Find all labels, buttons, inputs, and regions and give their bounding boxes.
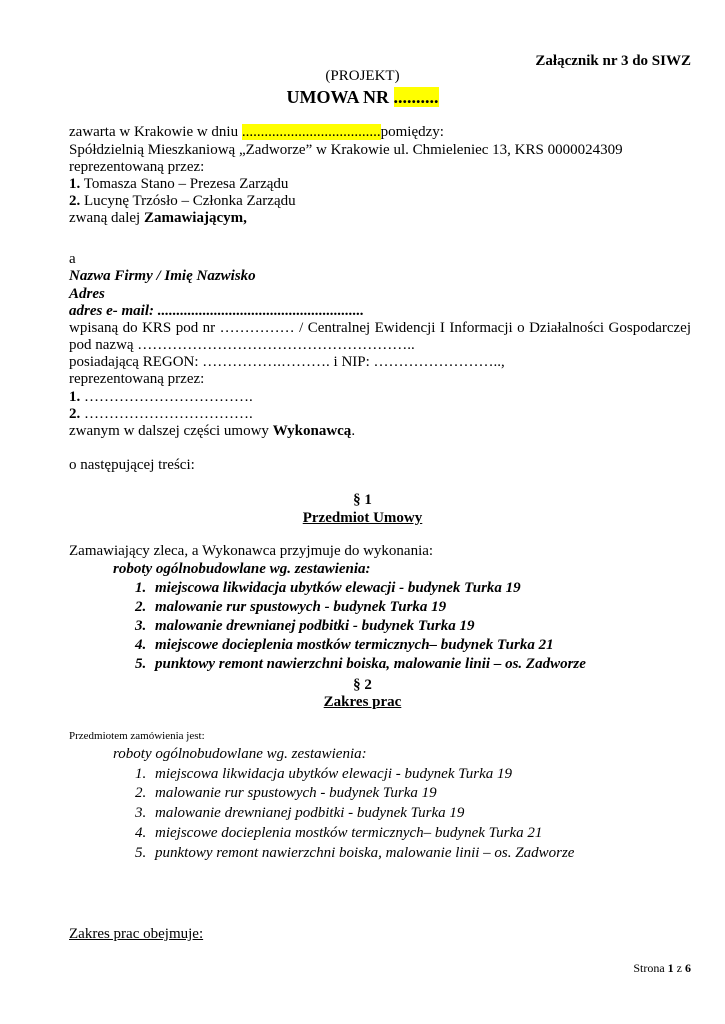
company-name: Nazwa Firmy / Imię Nazwisko	[69, 268, 256, 284]
section-1-item	[135, 656, 586, 673]
section-2-subtitle: roboty ogólnobudowlane wg. zestawienia:	[113, 746, 367, 762]
concluded-prefix: zawarta w Krakowie w dniu	[69, 124, 242, 140]
contract-title	[0, 87, 725, 108]
attachment-label: Załącznik nr 3 do SIWZ	[535, 53, 691, 69]
called-contractor-name: Wykonawcą	[272, 423, 352, 439]
section-2-item	[135, 805, 464, 822]
section-1-number: § 1	[353, 492, 372, 508]
section-1-item	[135, 637, 554, 654]
following-content: o następującej treści:	[69, 457, 195, 473]
krs-line-2: pod nazwą ………………………………………………..	[69, 337, 415, 353]
section-1-item	[135, 580, 521, 597]
page-total: 6	[685, 961, 691, 975]
contractor-rep-1-text: …………………………….	[80, 389, 253, 405]
representative-1-text: Tomasza Stano – Prezesa Zarządu	[80, 176, 289, 192]
section-2-item-num: 3.	[135, 805, 147, 821]
company-email: adres e- mail: .......................................................	[69, 303, 364, 319]
section-1-item-num: 1.	[135, 580, 147, 596]
page-sep: z	[673, 961, 685, 975]
section-2-lead: Przedmiotem zamówienia jest:	[69, 730, 205, 742]
contractor-rep-2	[69, 406, 253, 423]
section-2-item-text: malowanie rur spustowych - budynek Turka 19	[155, 785, 437, 801]
section-2-title: Zakres prac	[323, 694, 402, 710]
called-orderer-prefix: zwaną dalej	[69, 210, 144, 226]
representative-1-num: 1.	[69, 176, 81, 192]
section-2-item-text: malowanie drewnianej podbitki - budynek Turka 19	[155, 805, 465, 821]
company-address: Adres	[69, 286, 105, 302]
section-1-item-text: miejscowe docieplenia mostków termicznych– budynek Turka 21	[155, 637, 554, 653]
section-2-item	[135, 766, 512, 783]
section-2-item-text: punktowy remont nawierzchni boiska, malowanie linii – os. Zadworze	[155, 845, 575, 861]
project-label: (PROJEKT)	[325, 68, 400, 84]
contractor-rep-1-num: 1.	[69, 389, 81, 405]
and-label: a	[69, 251, 76, 267]
section-1-item-num: 5.	[135, 656, 147, 672]
section-1-item	[135, 618, 474, 635]
krs-line: wpisaną do KRS pod nr …………… / Centralnej Ewidencji I Informacji o Działalności Gospodarczej	[69, 320, 691, 336]
section-1-item-text: miejscowa likwidacja ubytków elewacji - budynek Turka 19	[155, 580, 521, 596]
called-orderer-name: Zamawiającym,	[143, 210, 247, 226]
contractor-represented-by: reprezentowaną przez:	[69, 371, 205, 387]
page-current: 1	[667, 961, 674, 975]
represented-by: reprezentowaną przez:	[69, 159, 205, 175]
called-contractor	[69, 423, 355, 440]
representative-2-num: 2.	[69, 193, 81, 209]
section-2-item-num: 4.	[135, 825, 147, 841]
section-1-item-num: 3.	[135, 618, 147, 634]
section-1-item-text: malowanie rur spustowych - budynek Turka 19	[155, 599, 447, 615]
concluded-suffix: pomiędzy:	[380, 124, 444, 140]
section-2-number: § 2	[353, 677, 372, 693]
section-1-item-num: 4.	[135, 637, 147, 653]
section-1-subtitle: roboty ogólnobudowlane wg. zestawienia:	[113, 561, 371, 577]
called-contractor-suffix: .	[351, 423, 356, 439]
section-2-item-text: miejscowa likwidacja ubytków elewacji - budynek Turka 19	[155, 766, 513, 782]
section-2-item-num: 2.	[135, 785, 147, 801]
contract-number-placeholder: ..........	[393, 87, 439, 107]
section-2-item-num: 1.	[135, 766, 147, 782]
section-1-title: Przedmiot Umowy	[302, 510, 423, 526]
called-contractor-prefix: zwanym w dalszej części umowy	[69, 423, 273, 439]
contractor-rep-2-text: …………………………….	[80, 406, 253, 422]
scope-heading: Zakres prac obejmuje:	[69, 926, 204, 942]
contract-title-prefix: UMOWA NR	[286, 87, 394, 107]
section-1-item-text: punktowy remont nawierzchni boiska, malowanie linii – os. Zadworze	[155, 656, 586, 672]
representative-2	[69, 193, 296, 210]
page-number	[633, 961, 691, 976]
date-placeholder: .....................................	[241, 124, 381, 140]
section-1-lead: Zamawiający zleca, a Wykonawca przyjmuje do wykonania:	[69, 543, 434, 559]
section-1-item-text: malowanie drewnianej podbitki - budynek Turka 19	[155, 618, 475, 634]
section-2-item	[135, 785, 437, 802]
regon-nip-line: posiadającą REGON: …………….………. i NIP: ……………………..,	[69, 354, 505, 370]
section-2-item	[135, 845, 574, 862]
section-2-item-num: 5.	[135, 845, 147, 861]
section-1-item-num: 2.	[135, 599, 147, 615]
section-2-item-text: miejscowe docieplenia mostków termicznych– budynek Turka 21	[155, 825, 543, 841]
section-2-item	[135, 825, 542, 842]
page-prefix: Strona	[633, 961, 668, 975]
cooperative-line: Spółdzielnią Mieszkaniową „Zadworze” w Krakowie ul. Chmieleniec 13, KRS 0000024309	[69, 142, 623, 158]
representative-2-text: Lucynę Trzósło – Członka Zarządu	[80, 193, 296, 209]
section-1-item	[135, 599, 446, 616]
contractor-rep-2-num: 2.	[69, 406, 81, 422]
concluded-line	[69, 124, 444, 141]
called-orderer	[69, 210, 247, 227]
representative-1	[69, 176, 288, 193]
contractor-rep-1	[69, 389, 253, 406]
